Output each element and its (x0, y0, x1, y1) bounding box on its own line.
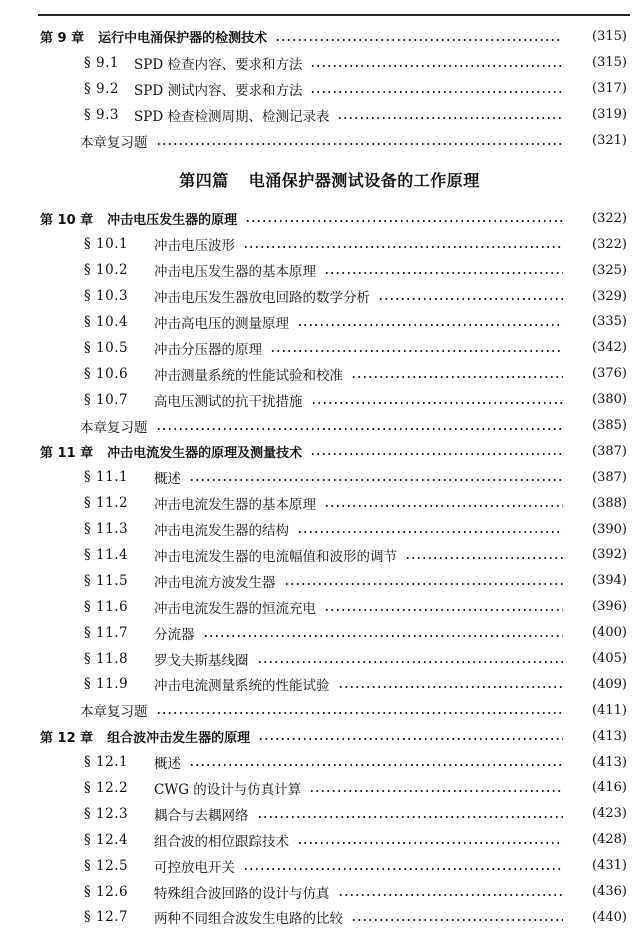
toc-chapter-12[interactable] (0, 723, 639, 749)
dot-leader (270, 349, 563, 353)
section-title: 两种不同组合波发生电路的比较 (154, 907, 343, 927)
page-number: (396) (569, 599, 639, 614)
section-number: § 11.4 (84, 547, 154, 563)
toc-review-11[interactable] (0, 697, 639, 723)
chapter-title: 运行中电涌保护器的检测技术 (98, 27, 267, 46)
review-title: 本章复习题 (80, 416, 148, 436)
section-number: § 12.4 (84, 832, 154, 848)
section-title: 分流器 (154, 623, 195, 643)
section-number: § 9.3 (84, 107, 134, 123)
dot-leader (309, 789, 563, 793)
page-number: (394) (569, 573, 639, 588)
top-rule (38, 14, 630, 16)
dot-leader (297, 323, 563, 327)
page-number: (392) (569, 547, 639, 562)
section-title: 冲击电流发生器的基本原理 (154, 493, 316, 513)
page-number: (411) (569, 703, 639, 718)
section-number: § 10.6 (84, 366, 154, 382)
section-title: 可控放电开关 (154, 856, 235, 876)
toc-review-10[interactable] (0, 413, 639, 439)
page-number: (428) (569, 832, 639, 847)
toc-section-11-1[interactable] (0, 464, 639, 490)
chapter-number: 第 11 章 (40, 442, 93, 461)
chapter-title: 冲击电压发生器的原理 (107, 209, 237, 228)
review-title: 本章复习题 (80, 131, 148, 151)
section-number: § 10.7 (84, 392, 154, 408)
page-number: (436) (569, 884, 639, 899)
page-number: (413) (569, 729, 639, 744)
page-number: (385) (569, 418, 639, 433)
page-number: (315) (569, 55, 639, 70)
page-number: (413) (569, 755, 639, 770)
toc-section-11-4[interactable] (0, 542, 639, 568)
page-number: (315) (569, 29, 639, 44)
section-number: § 11.2 (84, 495, 154, 511)
section-number: § 9.1 (84, 55, 134, 71)
section-title: 冲击高电压的测量原理 (154, 312, 289, 332)
chapter-title: 组合波冲击发生器的原理 (107, 727, 250, 746)
part-label: 第四篇 (179, 168, 229, 191)
chapter-number: 第 10 章 (40, 209, 93, 228)
toc-section-10-4[interactable] (0, 309, 639, 335)
dot-leader (243, 867, 563, 871)
toc-section-9-1[interactable] (0, 50, 639, 76)
toc-section-10-6[interactable] (0, 361, 639, 387)
section-title: 高电压测试的抗干扰措施 (154, 390, 303, 410)
section-number: § 12.1 (84, 754, 154, 770)
section-title: 冲击电流发生器的结构 (154, 519, 289, 539)
section-title: 特殊组合波回路的设计与仿真 (154, 882, 330, 902)
toc-section-12-7[interactable] (0, 905, 639, 930)
dot-leader (156, 711, 564, 715)
section-number: § 11.6 (84, 599, 154, 615)
dot-leader (310, 452, 563, 456)
section-number: § 11.5 (84, 573, 154, 589)
page-number: (321) (569, 133, 639, 148)
dot-leader (257, 815, 564, 819)
toc-section-12-5[interactable] (0, 853, 639, 879)
section-number: § 10.3 (84, 288, 154, 304)
toc-section-11-2[interactable] (0, 490, 639, 516)
section-number: § 11.9 (84, 676, 154, 692)
chapter-number: 第 9 章 (40, 27, 84, 46)
section-number: § 12.2 (84, 780, 154, 796)
toc-section-12-6[interactable] (0, 879, 639, 905)
dot-leader (189, 478, 563, 482)
dot-leader (189, 763, 563, 767)
page-number: (405) (569, 651, 639, 666)
dot-leader (405, 556, 563, 560)
toc-review-9[interactable] (0, 128, 639, 154)
page-number: (387) (569, 470, 639, 485)
toc-chapter-10[interactable] (0, 205, 639, 231)
section-number: § 11.7 (84, 625, 154, 641)
toc-section-11-9[interactable] (0, 671, 639, 697)
toc-chapter-11[interactable] (0, 438, 639, 464)
toc-section-11-8[interactable] (0, 646, 639, 672)
section-number: § 10.2 (84, 262, 154, 278)
part-heading (0, 153, 639, 205)
toc-section-9-3[interactable] (0, 102, 639, 128)
dot-leader (245, 219, 563, 223)
page-number: (325) (569, 263, 639, 278)
section-number: § 10.1 (84, 236, 154, 252)
toc-section-11-6[interactable] (0, 594, 639, 620)
chapter-title: 冲击电流发生器的原理及测量技术 (107, 442, 302, 461)
section-number: § 11.3 (84, 521, 154, 537)
dot-leader (351, 375, 563, 379)
dot-leader (378, 297, 563, 301)
section-number: § 10.5 (84, 340, 154, 356)
section-number: § 12.5 (84, 858, 154, 874)
dot-leader (338, 893, 564, 897)
section-title: 冲击电压波形 (154, 234, 235, 254)
dot-leader (258, 737, 563, 741)
toc-section-10-2[interactable] (0, 257, 639, 283)
page-number: (388) (569, 496, 639, 511)
section-title: SPD 检查检测周期、检测记录表 (134, 105, 329, 125)
page-number: (431) (569, 858, 639, 873)
section-title: 冲击电流发生器的电流幅值和波形的调节 (154, 545, 397, 565)
section-number: § 11.1 (84, 469, 154, 485)
table-of-contents (0, 24, 639, 930)
page-number: (387) (569, 444, 639, 459)
dot-leader (297, 530, 563, 534)
page-number: (423) (569, 806, 639, 821)
part-title: 电涌保护器测试设备的工作原理 (249, 168, 480, 191)
dot-leader (324, 504, 563, 508)
section-number: § 11.8 (84, 651, 154, 667)
page-number: (376) (569, 366, 639, 381)
section-title: 冲击测量系统的性能试验和校准 (154, 364, 343, 384)
dot-leader (284, 582, 564, 586)
page-number: (380) (569, 392, 639, 407)
dot-leader (297, 841, 563, 845)
dot-leader (337, 116, 563, 120)
page-number: (390) (569, 522, 639, 537)
section-title: 耦合与去耦网络 (154, 804, 249, 824)
toc-section-9-2[interactable] (0, 76, 639, 102)
page-number: (319) (569, 107, 639, 122)
toc-chapter-9[interactable] (0, 24, 639, 50)
section-title: 概述 (154, 752, 181, 772)
chapter-number: 第 12 章 (40, 727, 93, 746)
toc-section-10-3[interactable] (0, 283, 639, 309)
toc-section-11-5[interactable] (0, 568, 639, 594)
section-number: § 12.3 (84, 806, 154, 822)
dot-leader (257, 660, 564, 664)
dot-leader (203, 634, 564, 638)
section-title: 冲击分压器的原理 (154, 338, 262, 358)
section-title: CWG 的设计与仿真计算 (154, 778, 301, 798)
section-number: § 12.7 (84, 909, 154, 925)
section-title: 冲击电压发生器放电回路的数学分析 (154, 286, 370, 306)
page-number: (317) (569, 81, 639, 96)
page-number: (329) (569, 289, 639, 304)
section-number: § 12.6 (84, 884, 154, 900)
dot-leader (338, 685, 564, 689)
page-number: (335) (569, 314, 639, 329)
section-title: 冲击电压发生器的基本原理 (154, 260, 316, 280)
section-title: SPD 测试内容、要求和方法 (134, 79, 302, 99)
toc-section-12-1[interactable] (0, 749, 639, 775)
dot-leader (156, 142, 564, 146)
section-title: 冲击电流测量系统的性能试验 (154, 674, 330, 694)
toc-section-11-3[interactable] (0, 516, 639, 542)
toc-section-12-2[interactable] (0, 775, 639, 801)
page-number: (440) (569, 910, 639, 925)
page-number: (400) (569, 625, 639, 640)
dot-leader (324, 608, 563, 612)
page-number: (416) (569, 780, 639, 795)
page-number: (322) (569, 237, 639, 252)
section-number: § 9.2 (84, 81, 134, 97)
toc-section-10-5[interactable] (0, 335, 639, 361)
section-title: 冲击电流发生器的恒流充电 (154, 597, 316, 617)
dot-leader (275, 38, 563, 42)
toc-section-10-7[interactable] (0, 387, 639, 413)
toc-section-12-4[interactable] (0, 827, 639, 853)
section-number: § 10.4 (84, 314, 154, 330)
section-title: 概述 (154, 467, 181, 487)
page-number: (409) (569, 677, 639, 692)
review-title: 本章复习题 (80, 700, 148, 720)
page-number: (322) (569, 211, 639, 226)
dot-leader (243, 245, 563, 249)
dot-leader (156, 427, 564, 431)
dot-leader (351, 918, 563, 922)
toc-section-11-7[interactable] (0, 620, 639, 646)
dot-leader (311, 401, 564, 405)
page-number: (342) (569, 340, 639, 355)
toc-section-10-1[interactable] (0, 231, 639, 257)
section-title: 组合波的相位跟踪技术 (154, 830, 289, 850)
dot-leader (324, 271, 563, 275)
toc-section-12-3[interactable] (0, 801, 639, 827)
section-title: 冲击电流方波发生器 (154, 571, 276, 591)
dot-leader (310, 90, 563, 94)
section-title: SPD 检查内容、要求和方法 (134, 53, 302, 73)
section-title: 罗戈夫斯基线圈 (154, 649, 249, 669)
dot-leader (310, 64, 563, 68)
